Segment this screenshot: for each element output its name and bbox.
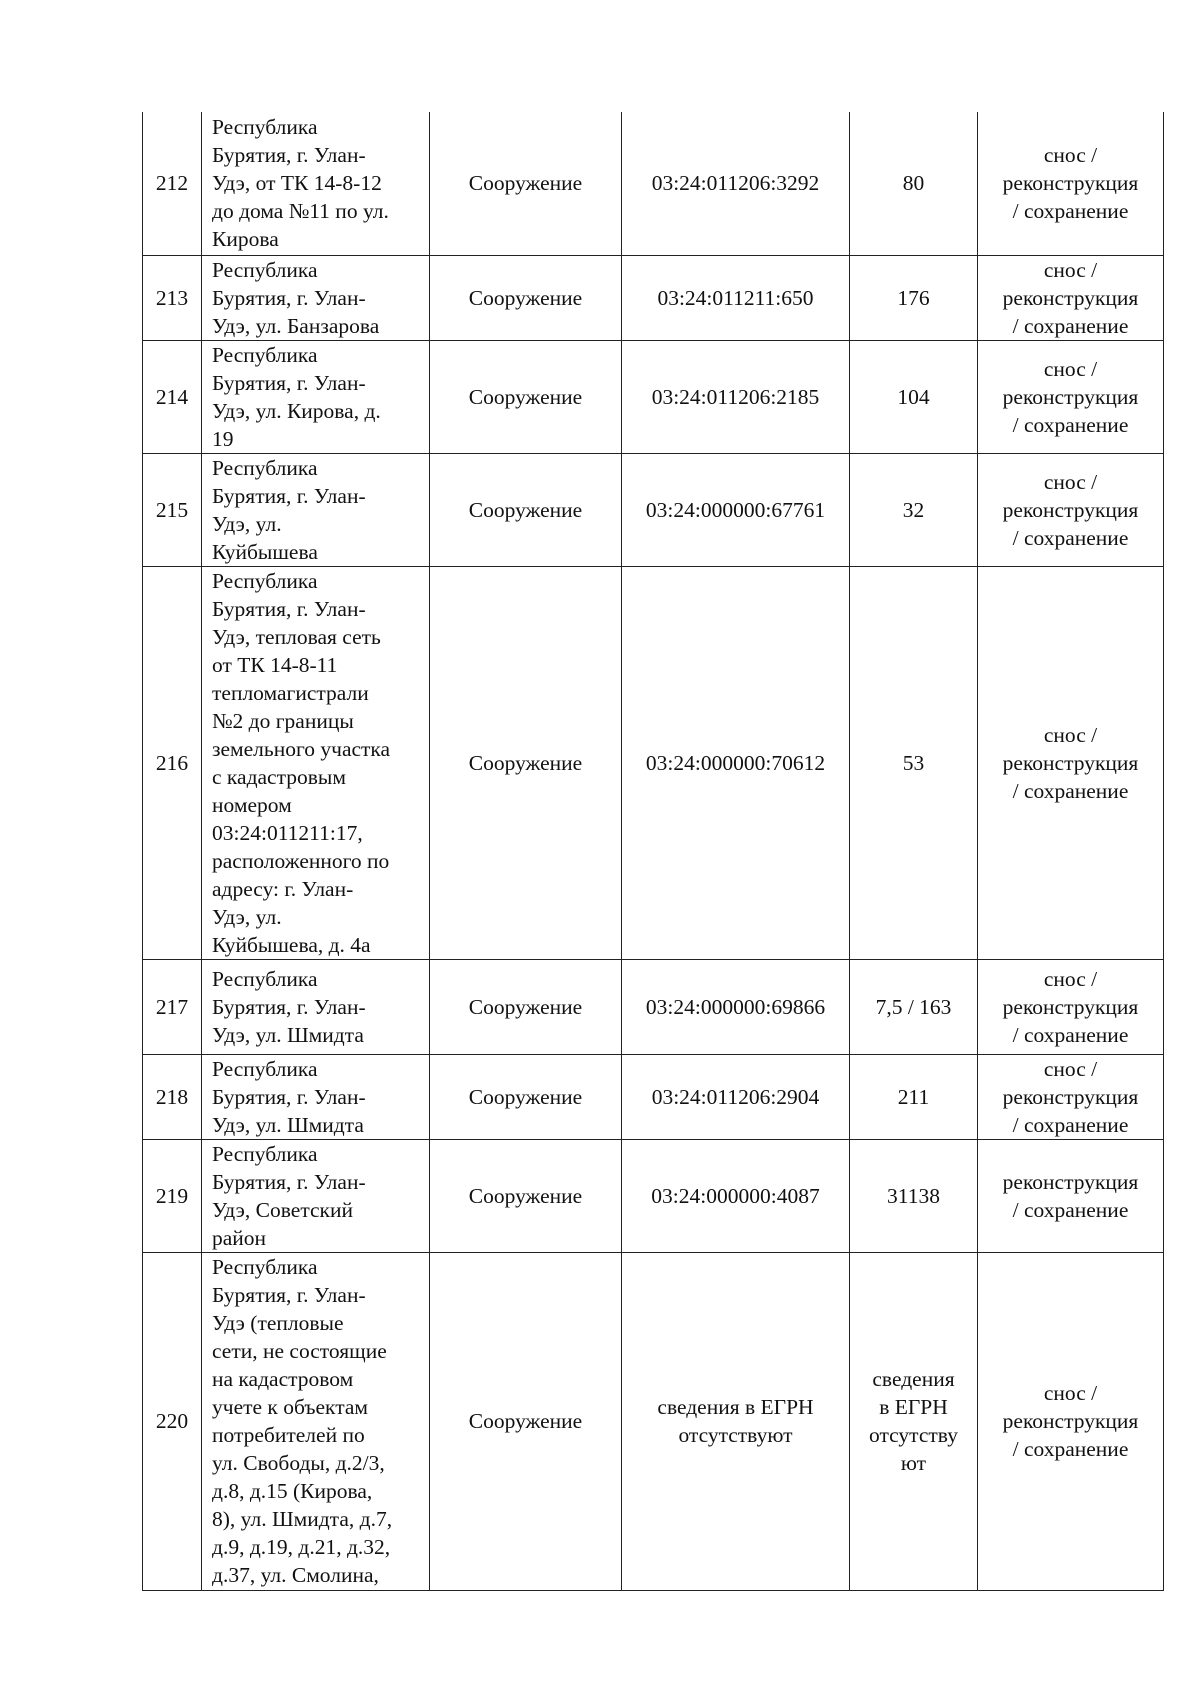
cell-text-line: 03:24:000000:69866 (645, 994, 826, 1019)
objects-table-body (143, 112, 1164, 1590)
action-cell (978, 340, 1164, 453)
cell-text-line: 03:24:011206:2904 (651, 1084, 820, 1109)
cell-text-line: 8), ул. Шмидта, д.7, (212, 1507, 393, 1531)
table-row (143, 1054, 1164, 1139)
cell-text-line: 31138 (887, 1183, 940, 1208)
cell-text-line: Республика (212, 568, 318, 593)
cell-text-line: реконструкция (1002, 1084, 1139, 1109)
cell-text-line: Удэ, тепловая сеть (212, 624, 381, 649)
cell-text-line: снос / (1043, 1381, 1098, 1405)
cell-text-line: учете к объектам (212, 1395, 369, 1419)
row-number: 212 (143, 112, 202, 255)
cell-text-line: снос / (1043, 143, 1098, 168)
cell-text-line: 03:24:000000:67761 (645, 497, 826, 522)
cell-text-line: Удэ (тепловые (212, 1311, 344, 1335)
length-cell (850, 1054, 978, 1139)
cell-text-line: ют (900, 1451, 927, 1475)
cell-text-line: Бурятия, г. Улан- (212, 143, 366, 168)
cell-text-line: Бурятия, г. Улан- (212, 483, 366, 508)
cell-text-line: №2 до границы (212, 708, 354, 733)
cell-text-line: Бурятия, г. Улан- (212, 1084, 366, 1109)
address-cell (202, 1252, 430, 1590)
cell-text-line: Удэ, Советский (212, 1197, 353, 1222)
cell-text-line: / сохранение (1012, 412, 1129, 437)
row-number: 217 (143, 959, 202, 1054)
cell-text-line: 03:24:011211:650 (657, 285, 814, 310)
cell-text-line: Республика (212, 115, 318, 140)
cell-text-line: Республика (212, 966, 318, 991)
cell-text-line: Удэ, ул. Кирова, д. (212, 398, 381, 423)
action-cell (978, 1252, 1164, 1590)
cadastral-number-cell (622, 1054, 850, 1139)
action-cell (978, 959, 1164, 1054)
table-row (143, 1139, 1164, 1252)
cell-text-line: снос / (1043, 469, 1098, 494)
address-cell (202, 112, 430, 255)
cell-text-line: снос / (1043, 722, 1098, 747)
cadastral-number-cell (622, 1252, 850, 1590)
cadastral-number-cell (622, 566, 850, 959)
cell-text-line: 211 (897, 1084, 930, 1109)
object-type-cell: Сооружение (430, 112, 622, 255)
cell-text-line: Республика (212, 1141, 318, 1166)
cell-text-line: 19 (212, 426, 234, 451)
table-row (143, 959, 1164, 1054)
cell-text-line: потребителей по (212, 1423, 365, 1447)
address-cell (202, 340, 430, 453)
cell-text-line: Удэ, ул. Банзарова (212, 313, 380, 338)
length-cell (850, 566, 978, 959)
cell-text-line: / сохранение (1012, 313, 1129, 338)
cell-text-line: / сохранение (1012, 1112, 1129, 1137)
row-number: 216 (143, 566, 202, 959)
cadastral-number-cell (622, 112, 850, 255)
object-type-cell: Сооружение (430, 1139, 622, 1252)
table-row (143, 1252, 1164, 1590)
cell-text-line: Республика (212, 1056, 318, 1081)
cell-text-line: Бурятия, г. Улан- (212, 370, 366, 395)
row-number: 213 (143, 255, 202, 340)
cell-text-line: / сохранение (1012, 778, 1129, 803)
cell-text-line: Бурятия, г. Улан- (212, 285, 366, 310)
cell-text-line: тепломагистрали (212, 680, 369, 705)
row-number: 219 (143, 1139, 202, 1252)
cell-text-line: с кадастровым (212, 764, 346, 789)
cell-text-line: / сохранение (1012, 199, 1129, 224)
cell-text-line: в ЕГРН (879, 1395, 948, 1419)
cell-text-line: снос / (1043, 257, 1098, 282)
table-row (143, 566, 1164, 959)
cell-text-line: Республика (212, 342, 318, 367)
cell-text-line: сведения в ЕГРН (657, 1395, 814, 1419)
cadastral-number-cell (622, 453, 850, 566)
cadastral-number-cell (622, 959, 850, 1054)
cell-text-line: д.37, ул. Смолина, (212, 1563, 379, 1587)
cell-text-line: 03:24:000000:70612 (645, 750, 826, 775)
cell-text-line: реконструкция (1002, 171, 1139, 196)
cell-text-line: реконструкция (1002, 497, 1139, 522)
cell-text-line: / сохранение (1012, 1022, 1129, 1047)
cell-text-line: район (212, 1225, 267, 1250)
length-cell (850, 453, 978, 566)
cell-text-line: номером (212, 792, 292, 817)
action-cell (978, 1054, 1164, 1139)
cell-text-line: Бурятия, г. Улан- (212, 596, 366, 621)
cell-text-line: Бурятия, г. Улан- (212, 994, 366, 1019)
cell-text-line: 03:24:011206:2185 (651, 384, 820, 409)
cell-text-line: 03:24:011211:17, (212, 820, 363, 845)
row-number: 214 (143, 340, 202, 453)
length-cell (850, 959, 978, 1054)
length-cell (850, 1252, 978, 1590)
table-row (143, 255, 1164, 340)
cell-text-line: / сохранение (1012, 1437, 1129, 1461)
cell-text-line: Куйбышева, д. 4а (212, 932, 371, 957)
address-cell (202, 566, 430, 959)
cell-text-line: отсутству (869, 1423, 958, 1447)
cell-text-line: реконструкция (1002, 285, 1139, 310)
cell-text-line: реконструкция (1002, 994, 1139, 1019)
length-cell (850, 112, 978, 255)
cell-text-line: снос / (1043, 356, 1098, 381)
action-cell (978, 112, 1164, 255)
cell-text-line: реконструкция (1002, 1409, 1139, 1433)
cell-text-line: от ТК 14-8-11 (212, 652, 338, 677)
object-type-cell: Сооружение (430, 1252, 622, 1590)
cell-text-line: на кадастровом (212, 1367, 354, 1391)
cell-text-line: Удэ, ул. (212, 904, 282, 929)
cell-text-line: Кирова (212, 227, 279, 252)
cell-text-line: реконструкция (1002, 384, 1139, 409)
cell-text-line: сети, не состоящие (212, 1339, 387, 1363)
cadastral-number-cell (622, 340, 850, 453)
cadastral-number-cell (622, 1139, 850, 1252)
cell-text-line: д.9, д.19, д.21, д.32, (212, 1535, 391, 1559)
length-cell (850, 255, 978, 340)
action-cell (978, 566, 1164, 959)
cell-text-line: отсутствуют (678, 1423, 793, 1447)
object-type-cell: Сооружение (430, 255, 622, 340)
cell-text-line: земельного участка (212, 736, 391, 761)
cell-text-line: 03:24:000000:4087 (651, 1183, 820, 1208)
cell-text-line: адресу: г. Улан- (212, 876, 354, 901)
cell-text-line: Удэ, ул. Шмидта (212, 1112, 364, 1137)
object-type-cell: Сооружение (430, 566, 622, 959)
cell-text-line: реконструкция (1002, 1169, 1139, 1194)
table-row (143, 112, 1164, 255)
row-number: 218 (143, 1054, 202, 1139)
cell-text-line: снос / (1043, 966, 1098, 991)
address-cell (202, 1139, 430, 1252)
objects-table (142, 112, 1164, 1591)
cell-text-line: 7,5 / 163 (875, 994, 952, 1019)
action-cell (978, 453, 1164, 566)
object-type-cell: Сооружение (430, 959, 622, 1054)
cell-text-line: расположенного по (212, 848, 390, 873)
row-number: 220 (143, 1252, 202, 1590)
address-cell (202, 453, 430, 566)
cell-text-line: Удэ, ул. Шмидта (212, 1022, 364, 1047)
cell-text-line: 32 (902, 497, 925, 522)
cell-text-line: Республика (212, 1255, 318, 1279)
cell-text-line: реконструкция (1002, 750, 1139, 775)
address-cell (202, 255, 430, 340)
length-cell (850, 1139, 978, 1252)
length-cell (850, 340, 978, 453)
cell-text-line: д.8, д.15 (Кирова, (212, 1479, 373, 1503)
cell-text-line: Удэ, ул. (212, 511, 282, 536)
action-cell (978, 255, 1164, 340)
row-number: 215 (143, 453, 202, 566)
cell-text-line: Куйбышева (212, 539, 318, 564)
cell-text-line: 104 (897, 384, 930, 409)
address-cell (202, 959, 430, 1054)
cell-text-line: ул. Свободы, д.2/3, (212, 1451, 385, 1475)
cell-text-line: / сохранение (1012, 1197, 1129, 1222)
cell-text-line: 80 (902, 171, 925, 196)
cell-text-line: Бурятия, г. Улан- (212, 1169, 366, 1194)
cadastral-number-cell (622, 255, 850, 340)
cell-text-line: 176 (897, 285, 930, 310)
object-type-cell: Сооружение (430, 453, 622, 566)
table-row (143, 340, 1164, 453)
address-cell (202, 1054, 430, 1139)
cell-text-line: Удэ, от ТК 14-8-12 (212, 171, 382, 196)
action-cell (978, 1139, 1164, 1252)
cell-text-line: Бурятия, г. Улан- (212, 1283, 366, 1307)
object-type-cell: Сооружение (430, 1054, 622, 1139)
cell-text-line: 53 (902, 750, 925, 775)
object-type-cell: Сооружение (430, 340, 622, 453)
table-row (143, 453, 1164, 566)
cell-text-line: до дома №11 по ул. (212, 199, 389, 224)
cell-text-line: Республика (212, 257, 318, 282)
cell-text-line: / сохранение (1012, 525, 1129, 550)
cell-text-line: 03:24:011206:3292 (651, 171, 820, 196)
cell-text-line: Республика (212, 455, 318, 480)
cell-text-line: снос / (1043, 1056, 1098, 1081)
cell-text-line: сведения (872, 1367, 955, 1391)
